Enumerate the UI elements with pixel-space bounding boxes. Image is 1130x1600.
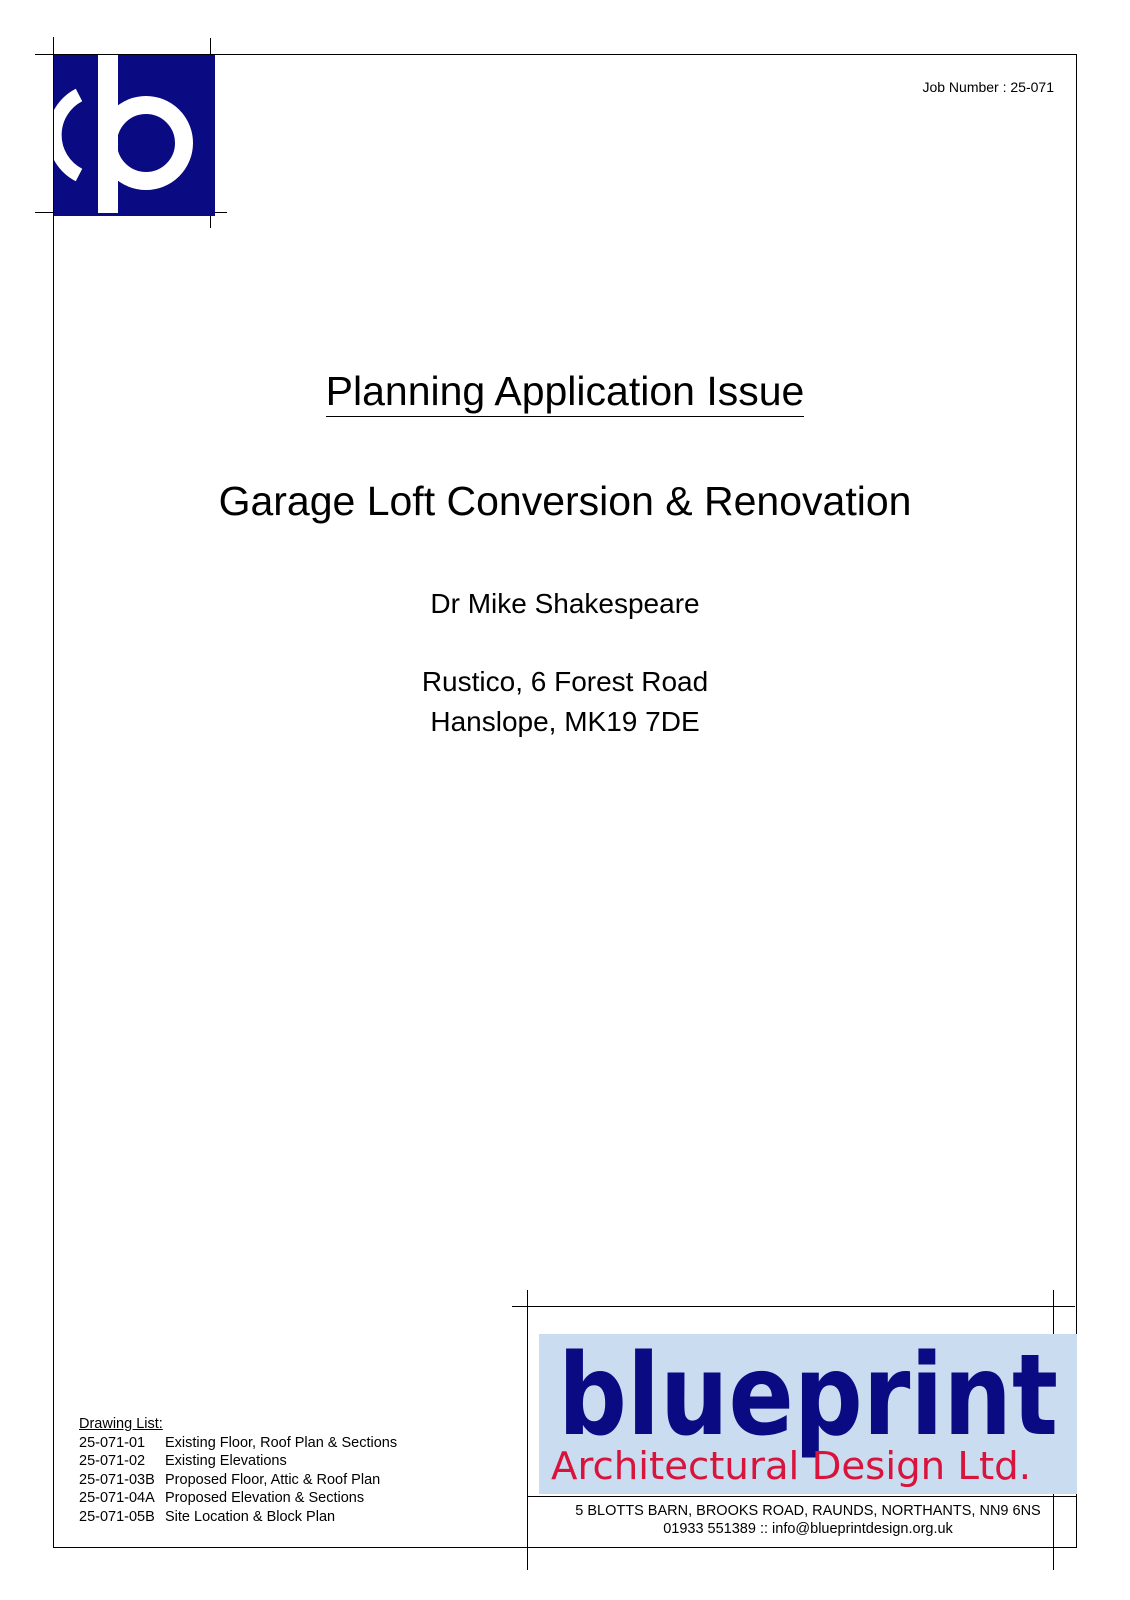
company-contact bbox=[539, 1502, 1077, 1538]
title-text: Planning Application Issue bbox=[326, 368, 805, 417]
logo-word: blueprint bbox=[558, 1334, 1058, 1461]
address-line2: Hanslope, MK19 7DE bbox=[430, 706, 700, 737]
crop-line bbox=[527, 1290, 528, 1570]
drawing-code: 25-071-02 bbox=[79, 1453, 146, 1469]
crop-line bbox=[53, 37, 54, 57]
list-item bbox=[79, 1489, 397, 1508]
drawing-list-heading: Drawing List: bbox=[79, 1416, 163, 1432]
address-line1: Rustico, 6 Forest Road bbox=[421, 666, 709, 697]
job-number: Job Number : 25-071 bbox=[922, 79, 1054, 95]
list-item bbox=[79, 1434, 397, 1453]
blueprint-logo-icon bbox=[539, 1334, 1077, 1494]
crop-line bbox=[512, 1306, 1075, 1307]
drawing-list bbox=[79, 1415, 397, 1526]
project-subtitle: Garage Loft Conversion & Renovation bbox=[218, 478, 912, 524]
drawing-title: Proposed Floor, Attic & Roof Plan bbox=[165, 1471, 381, 1488]
list-item bbox=[79, 1508, 397, 1527]
drawing-title: Existing Floor, Roof Plan & Sections bbox=[165, 1434, 398, 1451]
drawing-code: 25-071-03B bbox=[79, 1471, 155, 1488]
drawing-border bbox=[53, 54, 1077, 1548]
list-item bbox=[79, 1471, 397, 1490]
company-phone-email: 01933 551389 :: info@blueprintdesign.org.uk bbox=[663, 1521, 953, 1537]
company-address: 5 BLOTTS BARN, BROOKS ROAD, RAUNDS, NORTHANTS, NN9 6NS bbox=[575, 1503, 1041, 1519]
crop-line bbox=[35, 54, 55, 55]
drawing-code: 25-071-04A bbox=[79, 1490, 155, 1506]
client-name: Dr Mike Shakespeare bbox=[430, 588, 700, 619]
page-title bbox=[0, 368, 1130, 415]
list-item bbox=[79, 1452, 397, 1471]
bp-logo bbox=[54, 55, 215, 216]
logo-tagline: Architectural Design Ltd. bbox=[551, 1444, 1031, 1488]
drawing-title: Site Location & Block Plan bbox=[165, 1508, 336, 1525]
company-logo bbox=[539, 1334, 1077, 1494]
drawing-title: Existing Elevations bbox=[165, 1453, 287, 1469]
drawing-title: Proposed Elevation & Sections bbox=[165, 1490, 365, 1506]
bp-monogram-icon bbox=[54, 55, 215, 216]
crop-line bbox=[527, 1496, 1077, 1497]
drawing-code: 25-071-01 bbox=[79, 1434, 146, 1451]
drawing-code: 25-071-05B bbox=[79, 1508, 155, 1525]
